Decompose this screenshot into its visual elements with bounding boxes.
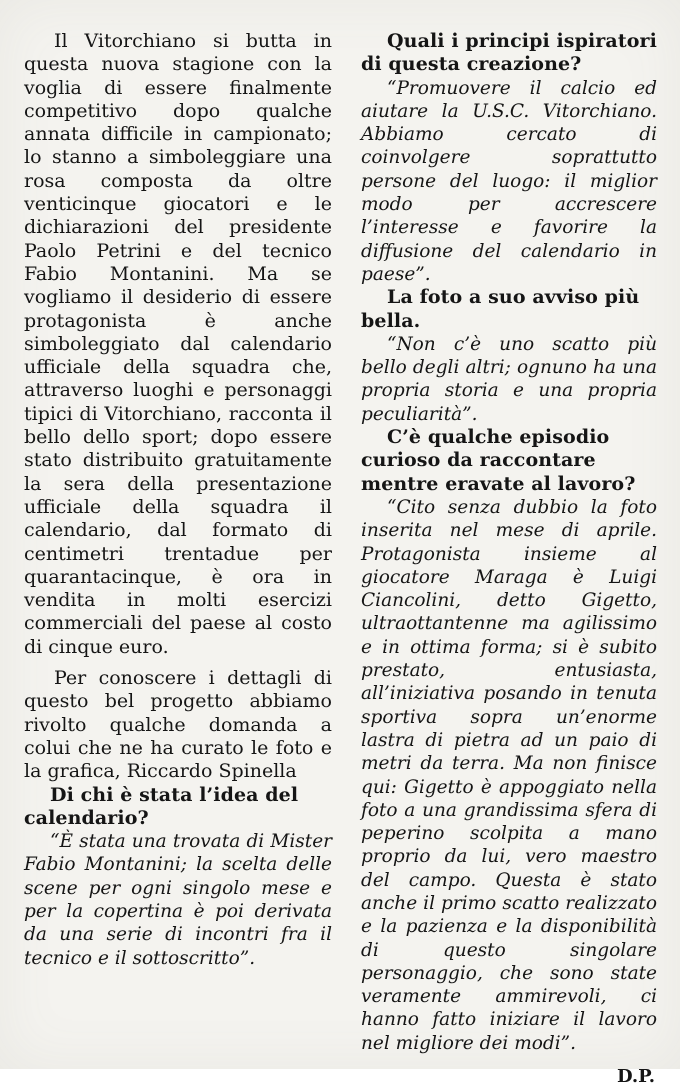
question-heading: Quali i principi ispiratori di questa creazione? [361, 30, 657, 76]
intro-paragraph: Il Vitorchiano si butta in questa nuova stagione con la voglia di essere finalmente competitivo dopo qualche annata difficile in campionato; lo stanno a simboleggiare una rosa composta da oltre venticinque giocatori e le dichiarazioni del presidente Paolo Petrini e del tecnico Fabio Montanini. Ma se vogliamo il desiderio di essere protagonista è anche simboleggiato dal calendario ufficiale della squadra che, attraverso luoghi e personaggi tipici di Vitorchiano, racconta il bello dello sport; dopo essere stato distribuito gratuitamente la sera della presentazione ufficiale della squadra il calendario, dal formato di centimetri trentadue per quarantacinque, è ora in vendita in molti esercizi commerciali del paese al costo di cinque euro. [24, 30, 332, 658]
question-heading: La foto a suo avviso più bella. [361, 286, 640, 332]
answer-paragraph: “Non c’è uno scatto più bello degli altri; ognuno ha una propria storia e una propria peculiarità”. [361, 333, 657, 425]
interview-intro-paragraph: Per conoscere i dettagli di questo bel progetto abbiamo rivolto qualche domanda a colui che ne ha curato le foto e la grafica, Riccardo Spinella [24, 667, 332, 783]
right-column [361, 30, 657, 1088]
question-heading: Di chi è stata l’idea del calendario? [24, 783, 299, 829]
left-column [24, 30, 332, 970]
answer-paragraph: “Promuovere il calcio ed aiutare la U.S.C. Vitorchiano. Abbiamo cercato di coinvolgere soprattutto persone del luogo: il miglior modo per accrescere l’interesse e favorire la diffusione del calendario in paese”. [361, 77, 657, 285]
question-heading: C’è qualche episodio curioso da raccontare mentre eravate al lavoro? [361, 426, 636, 495]
answer-paragraph: “È stata una trovata di Mister Fabio Montanini; la scelta delle scene per ogni singolo mese e per la copertina è poi derivata da una serie di incontri fra il tecnico e il sottoscritto”. [24, 831, 332, 969]
answer-paragraph: “Cito senza dubbio la foto inserita nel mese di aprile. Protagonista insieme al giocatore Maraga è Luigi Ciancolini, detto Gigetto, ultraottantenne ma agilissimo e in ottima forma; si è subito prestato, entusiasta, all’iniziativa posando in tenuta sportiva sopra un’enorme lastra di pietra ad un paio di metri da terra. Ma non finisce qui: Gigetto è appoggiato nella foto a una grandissima sfera di peperino scolpita a mano proprio da lui, vero maestro del campo. Questa è stato anche il primo scatto realizzato e la pazienza e la disponibilità di questo singolare personaggio, che sono state veramente ammirevoli, ci hanno fatto iniziare il lavoro nel migliore dei modi”. [361, 496, 657, 1054]
author-signature: D.P. [616, 1066, 655, 1088]
